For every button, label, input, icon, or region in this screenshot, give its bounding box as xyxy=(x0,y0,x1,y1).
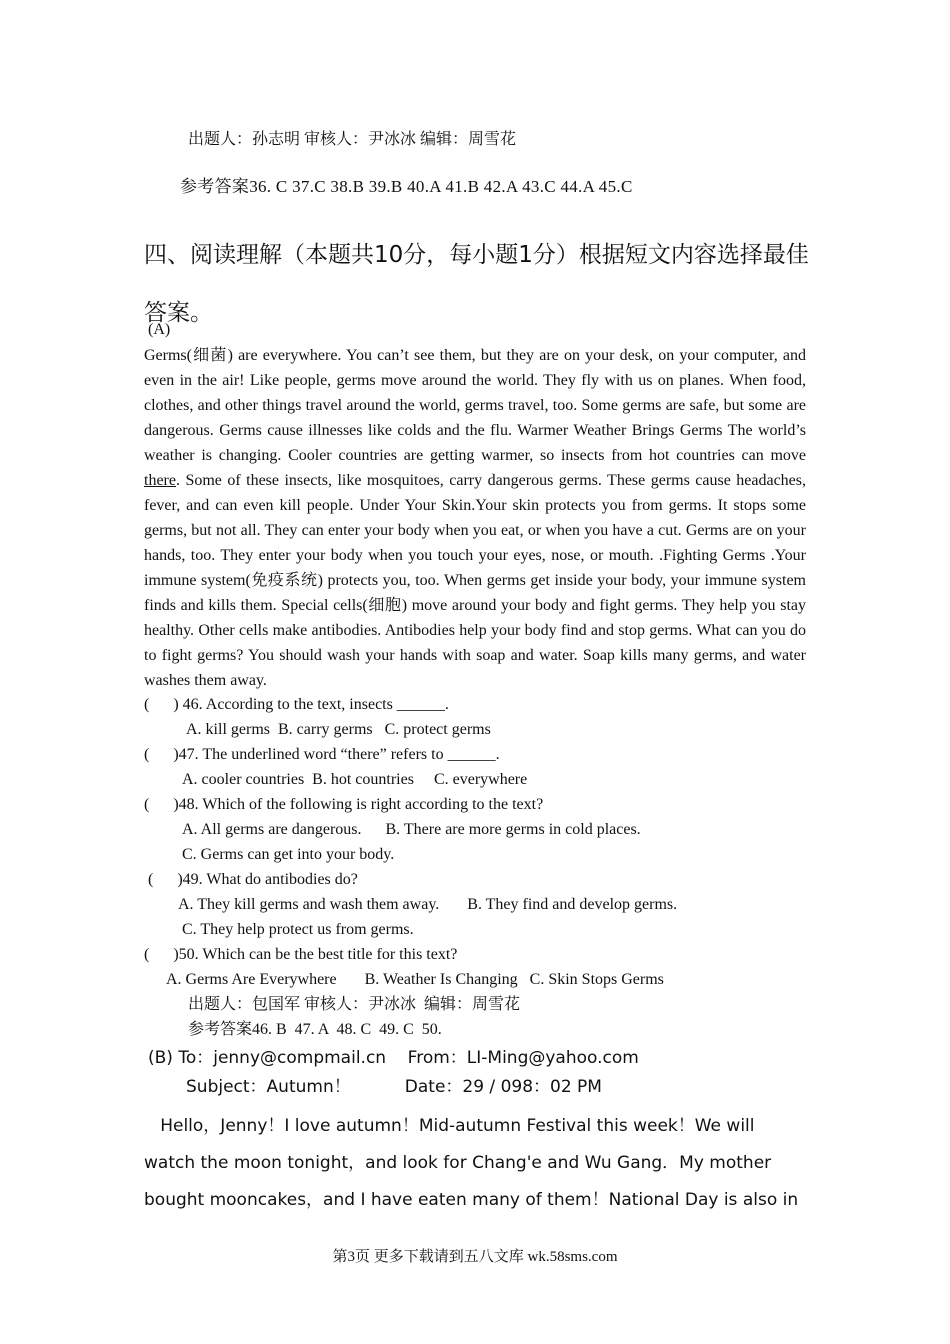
email-body-line-3: bought mooncakes，and I have eaten many of them！National Day is also in xyxy=(144,1190,799,1210)
passage-a-text-before: Germs(细菌) are everywhere. You can’t see them, but they are on your desk, on your computer, and even in the air! Like people, germs move around the world. They fly with us on planes. When food, clothes, and other things travel around the world, germs travel, too. Some germs are safe, but some are dangerous. Germs cause illnesses like colds and the flu. Warmer Weather Brings Germs The world’s weather is changing. Cooler countries are getting warmer, so insects from hot countries can move xyxy=(144,347,806,464)
email-body-line-1: Hello，Jenny！I love autumn！Mid-autumn Festival this week！We will xyxy=(144,1116,755,1136)
question-48-options-line2: C. Germs can get into your body. xyxy=(182,846,395,863)
passage-a-label: (A) xyxy=(148,321,171,338)
authors-line-a: 出题人：包国军 审核人：尹冰冰 编辑：周雪花 xyxy=(188,996,521,1013)
page-footer: 第3页 更多下载请到五八文库 wk.58sms.com xyxy=(332,1249,618,1265)
question-49-stem: ( )49. What do antibodies do? xyxy=(144,871,358,888)
answer-key-previous: 参考答案36. C 37.C 38.B 39.B 40.A 41.B 42.A 43.C 44.A 45.C xyxy=(180,177,633,196)
section-heading: 四、阅读理解（本题共10分，每小题1分）根据短文内容选择最佳答案。 xyxy=(144,242,809,326)
email-body-line-2: watch the moon tonight，and look for Chang'e and Wu Gang．My mother xyxy=(144,1153,772,1173)
question-50-stem: ( )50. Which can be the best title for this text? xyxy=(144,946,458,963)
question-47-options: A. cooler countries B. hot countries C. everywhere xyxy=(182,771,528,788)
question-49-options-line2: C. They help protect us from germs. xyxy=(182,921,414,938)
question-48-options-line1: A. All germs are dangerous. B. There are more germs in cold places. xyxy=(182,821,641,838)
passage-a-text xyxy=(144,343,806,693)
question-46-stem: ( ) 46. According to the text, insects ______. xyxy=(144,696,449,713)
question-47-stem: ( )47. The underlined word “there” refers to ______. xyxy=(144,746,500,763)
passage-a-text-after: . Some of these insects, like mosquitoes, carry dangerous germs. These germs cause headaches, fever, and can even kill people. Under Your Skin.Your skin protects you from germs. It stops some germs, but not all. They can enter your body when you eat, or when you have a cut. Germs are on your hands, too. They enter your body when you touch your eyes, nose, or mouth. .Fighting Germs .Your immune system(免疫系统) protects you, too. When germs get inside your body, your immune system finds and kills them. Special cells(细胞) move around your body and fight germs. They help you stay healthy. Other cells make antibodies. Antibodies help your body find and stop germs. What can you do to fight germs? You should wash your hands with soap and water. Soap kills many germs, and water washes them away. xyxy=(144,472,806,689)
question-48-stem: ( )48. Which of the following is right according to the text? xyxy=(144,796,544,813)
answer-key-a: 参考答案46. B 47. A 48. C 49. C 50. xyxy=(188,1021,442,1038)
passage-a-underlined-word: there xyxy=(144,472,176,489)
email-to-from-line: (B) To：jenny@compmail.cn From：LI-Ming@yahoo.com xyxy=(148,1048,639,1068)
authors-line-previous: 出题人：孙志明 审核人：尹冰冰 编辑：周雪花 xyxy=(188,131,517,148)
question-46-options: A. kill germs B. carry germs C. protect germs xyxy=(186,721,491,738)
question-49-options-line1: A. They kill germs and wash them away. B. They find and develop germs. xyxy=(178,896,678,913)
question-50-options: A. Germs Are Everywhere B. Weather Is Changing C. Skin Stops Germs xyxy=(166,971,664,988)
email-subject-date-line: Subject：Autumn！ Date：29 / 098：02 PM xyxy=(186,1077,602,1097)
